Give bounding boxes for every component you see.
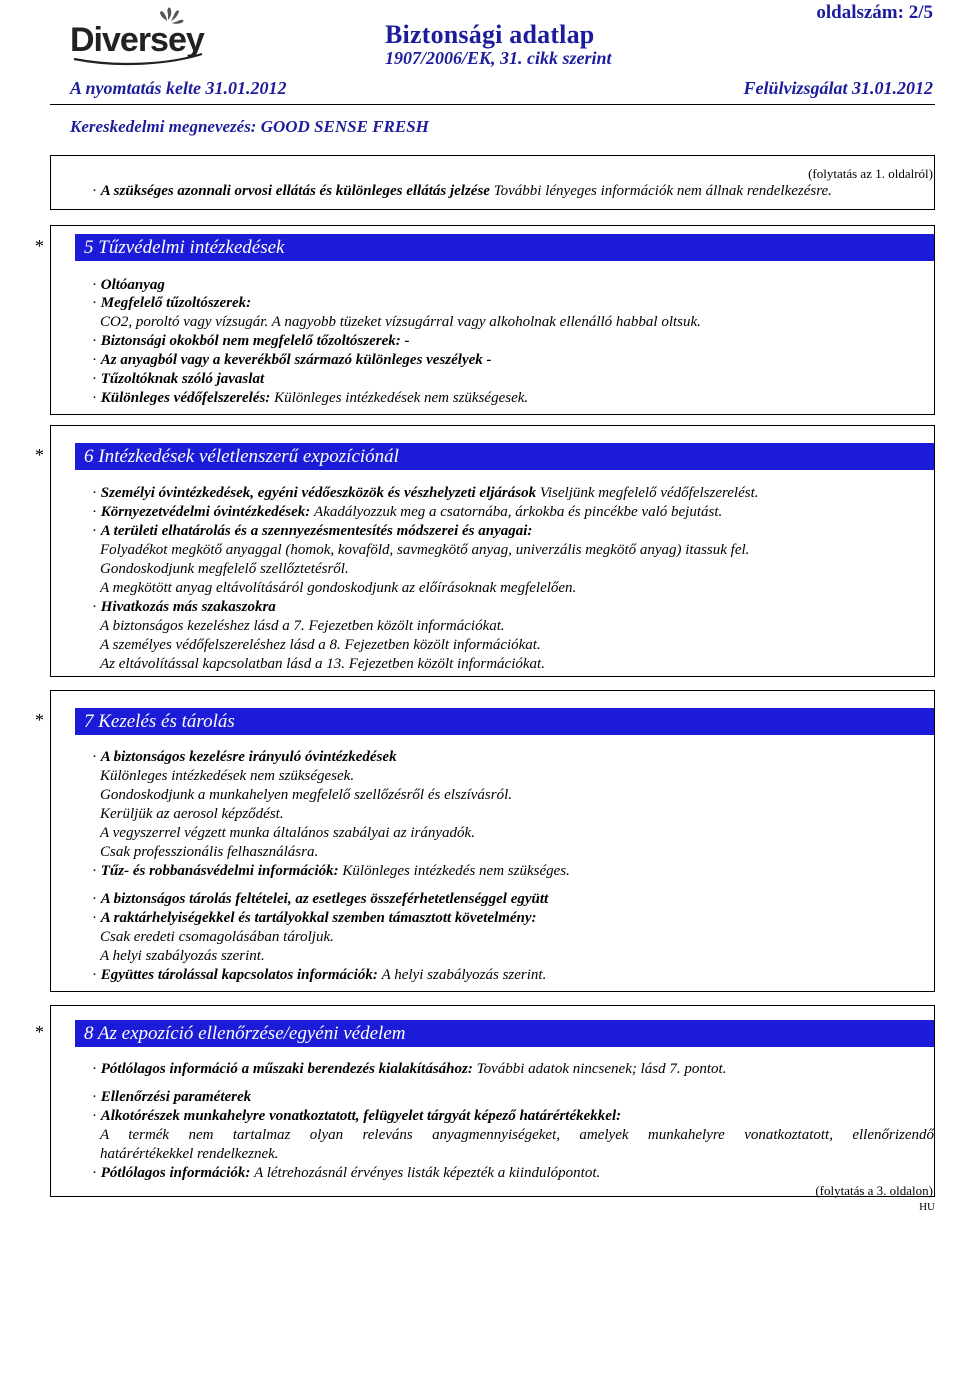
s7-storage-label: · A biztonságos tárolás feltételei, az esetleges összeférhetetlenséggel együtt xyxy=(92,891,549,907)
s6-reference-1: A biztonságos kezeléshez lásd a 7. Fejezetben közölt információkat. xyxy=(100,618,505,634)
change-marker: * xyxy=(35,445,44,465)
s5-unsuitable: · Biztonsági okokból nem megfelelő tőzoltószerek: - xyxy=(92,333,410,349)
s8-control-parameters: · Ellenőrzési paraméterek xyxy=(92,1089,252,1105)
s7-storeroom-label: · A raktárhelyiségekkel és tartályokkal szemben támasztott követelmény: xyxy=(92,910,537,926)
s7-handling-label: · A biztonságos kezelésre irányuló óvintézkedések xyxy=(92,749,397,765)
s5-suitable-text: CO2, poroltó vagy vízsugár. A nagyobb tüzeket vízsugárral vagy alkoholnak ellenálló habbal oltsuk. xyxy=(100,314,701,330)
continued-from-note: (folytatás az 1. oldalról) xyxy=(808,166,933,181)
s8-components-label: · Alkotórészek munkahelyre vonatkoztatott, felügyelet tárgyát képező határértékekkel: xyxy=(92,1108,622,1124)
document-title: Biztonsági adatlap xyxy=(385,20,595,49)
s6-containment-2: Gondoskodjunk megfelelő szellőztetésről. xyxy=(100,561,349,577)
s5-firefighter-advice: · Tűzoltóknak szóló javaslat xyxy=(92,371,265,387)
section-7-title: 7 Kezelés és tárolás xyxy=(75,708,934,735)
s6-personal-precautions: · Személyi óvintézkedések, egyéni védőeszközök és vészhelyzeti eljárások Viseljünk megfelelő védőfelszerelést. xyxy=(92,485,759,501)
change-marker: * xyxy=(35,236,44,256)
s7-joint-storage: · Együttes tárolással kapcsolatos információk: A helyi szabályozás szerint. xyxy=(92,967,547,983)
trade-name: Kereskedelmi megnevezés: GOOD SENSE FRESH xyxy=(70,117,429,136)
s7-handling-4: A vegyszerrel végzett munka általános szabályai az irányadók. xyxy=(100,825,475,841)
s7-storeroom-2: A helyi szabályozás szerint. xyxy=(100,948,265,964)
s7-handling-1: Különleges intézkedések nem szükségesek. xyxy=(100,768,355,784)
s7-storeroom-1: Csak eredeti csomagolásában tároljuk. xyxy=(100,929,334,945)
s6-reference-3: Az eltávolítással kapcsolatban lásd a 13. Fejezetben közölt információkat. xyxy=(100,656,545,672)
s8-additional-design: · Pótlólagos információ a műszaki berendezés kialakításához: További adatok nincsenek; lásd 7. pontot. xyxy=(92,1061,727,1077)
s6-containment-1: Folyadékot megkötő anyaggal (homok, kovaföld, savmegkötő anyag, univerzális megkötő anyag) itassuk fel. xyxy=(100,542,750,558)
bullet: · xyxy=(92,183,97,199)
s6-reference-2: A személyes védőfelszereléshez lásd a 8. Fejezetben közölt információkat. xyxy=(100,637,541,653)
s5-suitable-label: · Megfelelő tűzoltószerek: xyxy=(92,295,252,311)
section-8-title: 8 Az expozíció ellenőrzése/egyéni védelem xyxy=(75,1020,934,1047)
s6-containment-label: · A területi elhatárolás és a szennyezésmentesítés módszerei és anyagai: xyxy=(92,523,533,539)
s7-fire-explosion: · Tűz- és robbanásvédelmi információk: Különleges intézkedés nem szükséges. xyxy=(92,863,570,879)
svg-text:Diversey: Diversey xyxy=(70,21,204,59)
s8-additional-info: · Pótlólagos információk: A létrehozásnál érvényes listák képezték a kiindulópontot. xyxy=(92,1165,601,1181)
header-divider xyxy=(50,104,935,105)
s5-special-hazards: · Az anyagból vagy a keverékből származó különleges veszélyek - xyxy=(92,352,492,368)
medical-line xyxy=(92,182,832,201)
continued-to-note: (folytatás a 3. oldalon) xyxy=(815,1183,933,1198)
print-date: A nyomtatás kelte 31.01.2012 xyxy=(70,78,287,98)
s7-handling-2: Gondoskodjunk a munkahelyen megfelelő szellőzésről és elszívásról. xyxy=(100,787,513,803)
s7-handling-3: Kerüljük az aerosol képződést. xyxy=(100,806,284,822)
diversey-logo-graphic xyxy=(70,6,220,68)
s8-components-text-2: határértékekkel rendelkeznek. xyxy=(100,1146,279,1162)
page-number: oldalszám: 2/5 xyxy=(816,2,933,23)
s5-protective-equipment: · Különleges védőfelszerelés: Különleges intézkedések nem szükségesek. xyxy=(92,390,529,406)
s7-handling-5: Csak professzionális felhasználásra. xyxy=(100,844,319,860)
s6-reference-label: · Hivatkozás más szakaszokra xyxy=(92,599,276,615)
medical-text: További lényeges információk nem állnak rendelkezésre. xyxy=(493,183,832,199)
diversey-logo xyxy=(70,6,220,68)
s8-components-text-1: A termék nem tartalmaz olyan releváns anyagmennyiségeket, amelyek munkahelyre vonatkoztatott, ellenőrizendő xyxy=(100,1127,934,1143)
s5-extinguishing-heading: · Oltóanyag xyxy=(92,277,165,293)
medical-label: A szükséges azonnali orvosi ellátás és különleges ellátás jelzése xyxy=(100,183,490,199)
document-subtitle: 1907/2006/EK, 31. cikk szerint xyxy=(385,48,612,68)
s6-containment-3: A megkötött anyag eltávolításáról gondoskodjunk az előírásoknak megfelelően. xyxy=(100,580,577,596)
revision-date: Felülvizsgálat 31.01.2012 xyxy=(743,78,933,98)
section-6-title: 6 Intézkedések véletlenszerű expozíciónál xyxy=(75,443,934,470)
s6-environmental: · Környezetvédelmi óvintézkedések: Akadályozzuk meg a csatornába, árkokba és pincékbe való bejutást. xyxy=(92,504,723,520)
language-code: HU xyxy=(919,1201,935,1213)
change-marker: * xyxy=(35,710,44,730)
change-marker: * xyxy=(35,1022,44,1042)
section-5-title: 5 Tűzvédelmi intézkedések xyxy=(75,234,934,261)
